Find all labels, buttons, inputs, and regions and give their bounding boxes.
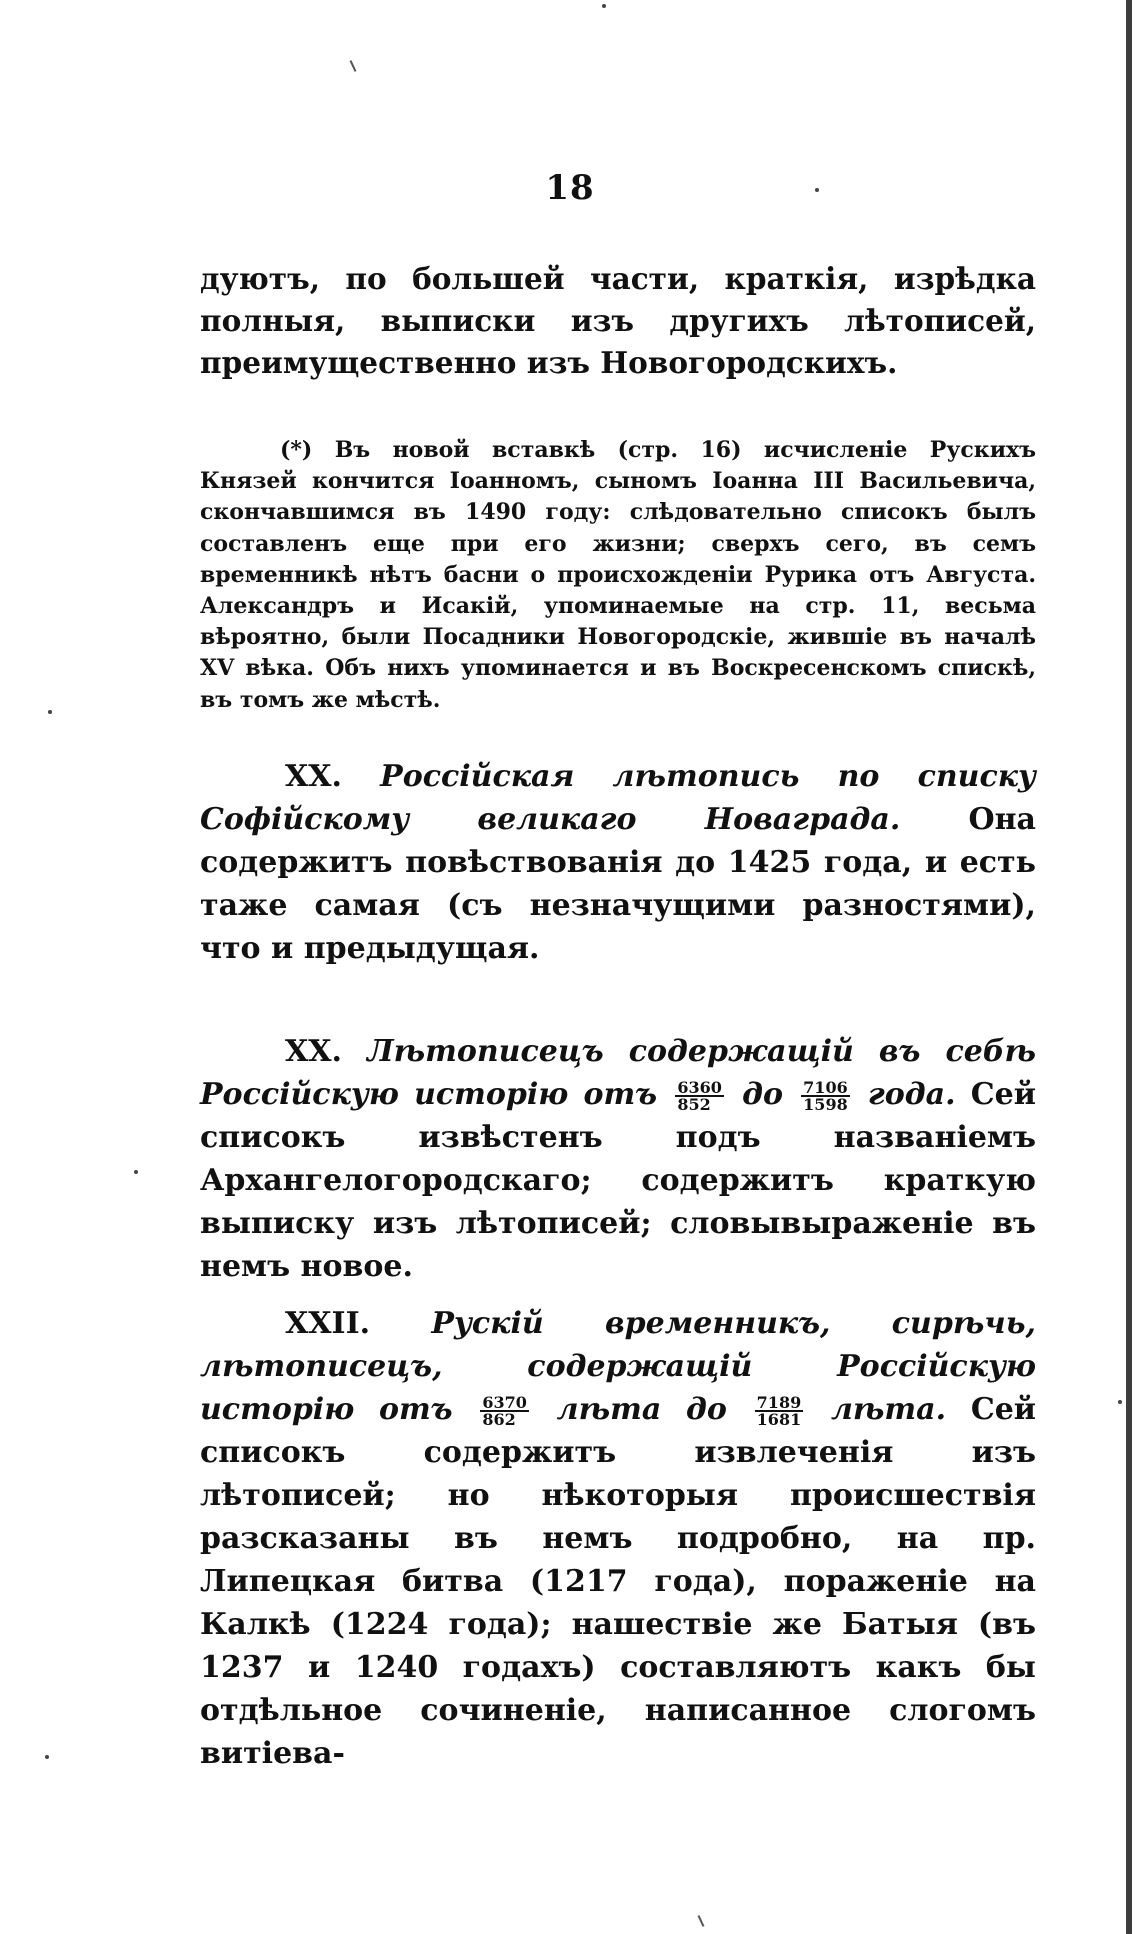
entry-text: Она содержитъ повѣствованія до 1425 года, и есть таже самая (съ незначущими разностями), что и предыдущая.	[200, 802, 1036, 966]
year-fraction	[801, 1080, 850, 1112]
ink-speck	[815, 188, 819, 192]
ink-speck	[45, 1755, 49, 1759]
ink-speck	[134, 1170, 138, 1174]
fraction-denominator: 1681	[756, 1410, 802, 1429]
year-fraction	[480, 1395, 529, 1427]
entry-numeral: XXII.	[285, 1306, 371, 1341]
entry-title: Рускій временникъ, сирѣчь, лѣтописецъ, содержащій Россійскую исторію отъ	[200, 1306, 1036, 1427]
entry-title: до	[742, 1077, 783, 1112]
page-number: 18	[545, 168, 595, 208]
year-fraction	[755, 1395, 804, 1427]
entry-paragraph	[200, 1302, 1036, 1775]
entry-numeral: XX.	[285, 759, 342, 794]
entry-title: лѣта до	[556, 1392, 727, 1427]
fraction-denominator: 1598	[803, 1095, 848, 1114]
year-fraction	[675, 1080, 724, 1112]
entry-text: Сей списокъ содержитъ извлеченія изъ лѣтописей; но нѣкоторыя происшествія разсказаны въ немъ подробно, на пр. Липецкая битва (1217 года), пораженіе на Калкѣ (1224 года); нашествіе же Батыя (въ 1237 и 1240 годахъ) составляютъ какъ бы отдѣльное сочиненіе, написанное слогомъ витіева-	[200, 1392, 1037, 1771]
scan-edge-rule	[1126, 0, 1132, 1934]
entry-title: Россійская лѣтопись по списку Софійскому великаго Новаграда.	[200, 759, 1036, 837]
ink-speck	[1118, 1400, 1122, 1404]
ink-speck	[350, 60, 357, 72]
fraction-denominator: 862	[482, 1410, 516, 1429]
ink-speck	[698, 1915, 705, 1927]
footnote: (*) Въ новой вставкѣ (стр. 16) исчисленіе Рускихъ Князей кончится Іоанномъ, сыномъ Іоанна III Васильевича, скончавшимся въ 1490 году: слѣдовательно списокъ былъ составленъ еще при его жизни; сверхъ сего, въ семъ временникѣ нѣтъ басни о происхожденіи Рурика отъ Августа. Александръ и Исакій, упоминаемые на стр. 11, весьма вѣроятно, были Посадники Новогородскіе, жившіе въ началѣ XV вѣка. Объ нихъ упоминается и въ Воскресенскомъ спискѣ, въ томъ же мѣстѣ.	[200, 437, 1036, 713]
intro-paragraph: дуютъ, по большей части, краткія, изрѣдка полныя, выписки изъ другихъ лѣтописей, преимущественно изъ Новогородскихъ.	[200, 261, 1036, 380]
entry-text: Сей списокъ извѣстенъ подъ названіемъ Архангелогородскаго; содержитъ краткую выписку изъ лѣтописей; словывыраженіе въ немъ новое.	[200, 1077, 1036, 1284]
fraction-numerator: 7106	[803, 1078, 848, 1097]
entry-paragraph	[200, 1030, 1036, 1288]
fraction-denominator: 852	[677, 1095, 711, 1114]
entry-numeral: XX.	[285, 1034, 342, 1069]
fraction-numerator: 6360	[677, 1078, 722, 1097]
entry-paragraph	[200, 755, 1036, 970]
entry-title: Лѣтописецъ содержащій въ себѣ Россійскую исторію отъ	[200, 1034, 1036, 1112]
ink-speck	[602, 4, 606, 8]
entry-title: года.	[867, 1077, 956, 1112]
fraction-numerator: 6370	[482, 1393, 527, 1412]
entry-title: лѣта.	[830, 1392, 947, 1427]
fraction-numerator: 7189	[756, 1393, 802, 1412]
ink-speck	[48, 710, 52, 714]
